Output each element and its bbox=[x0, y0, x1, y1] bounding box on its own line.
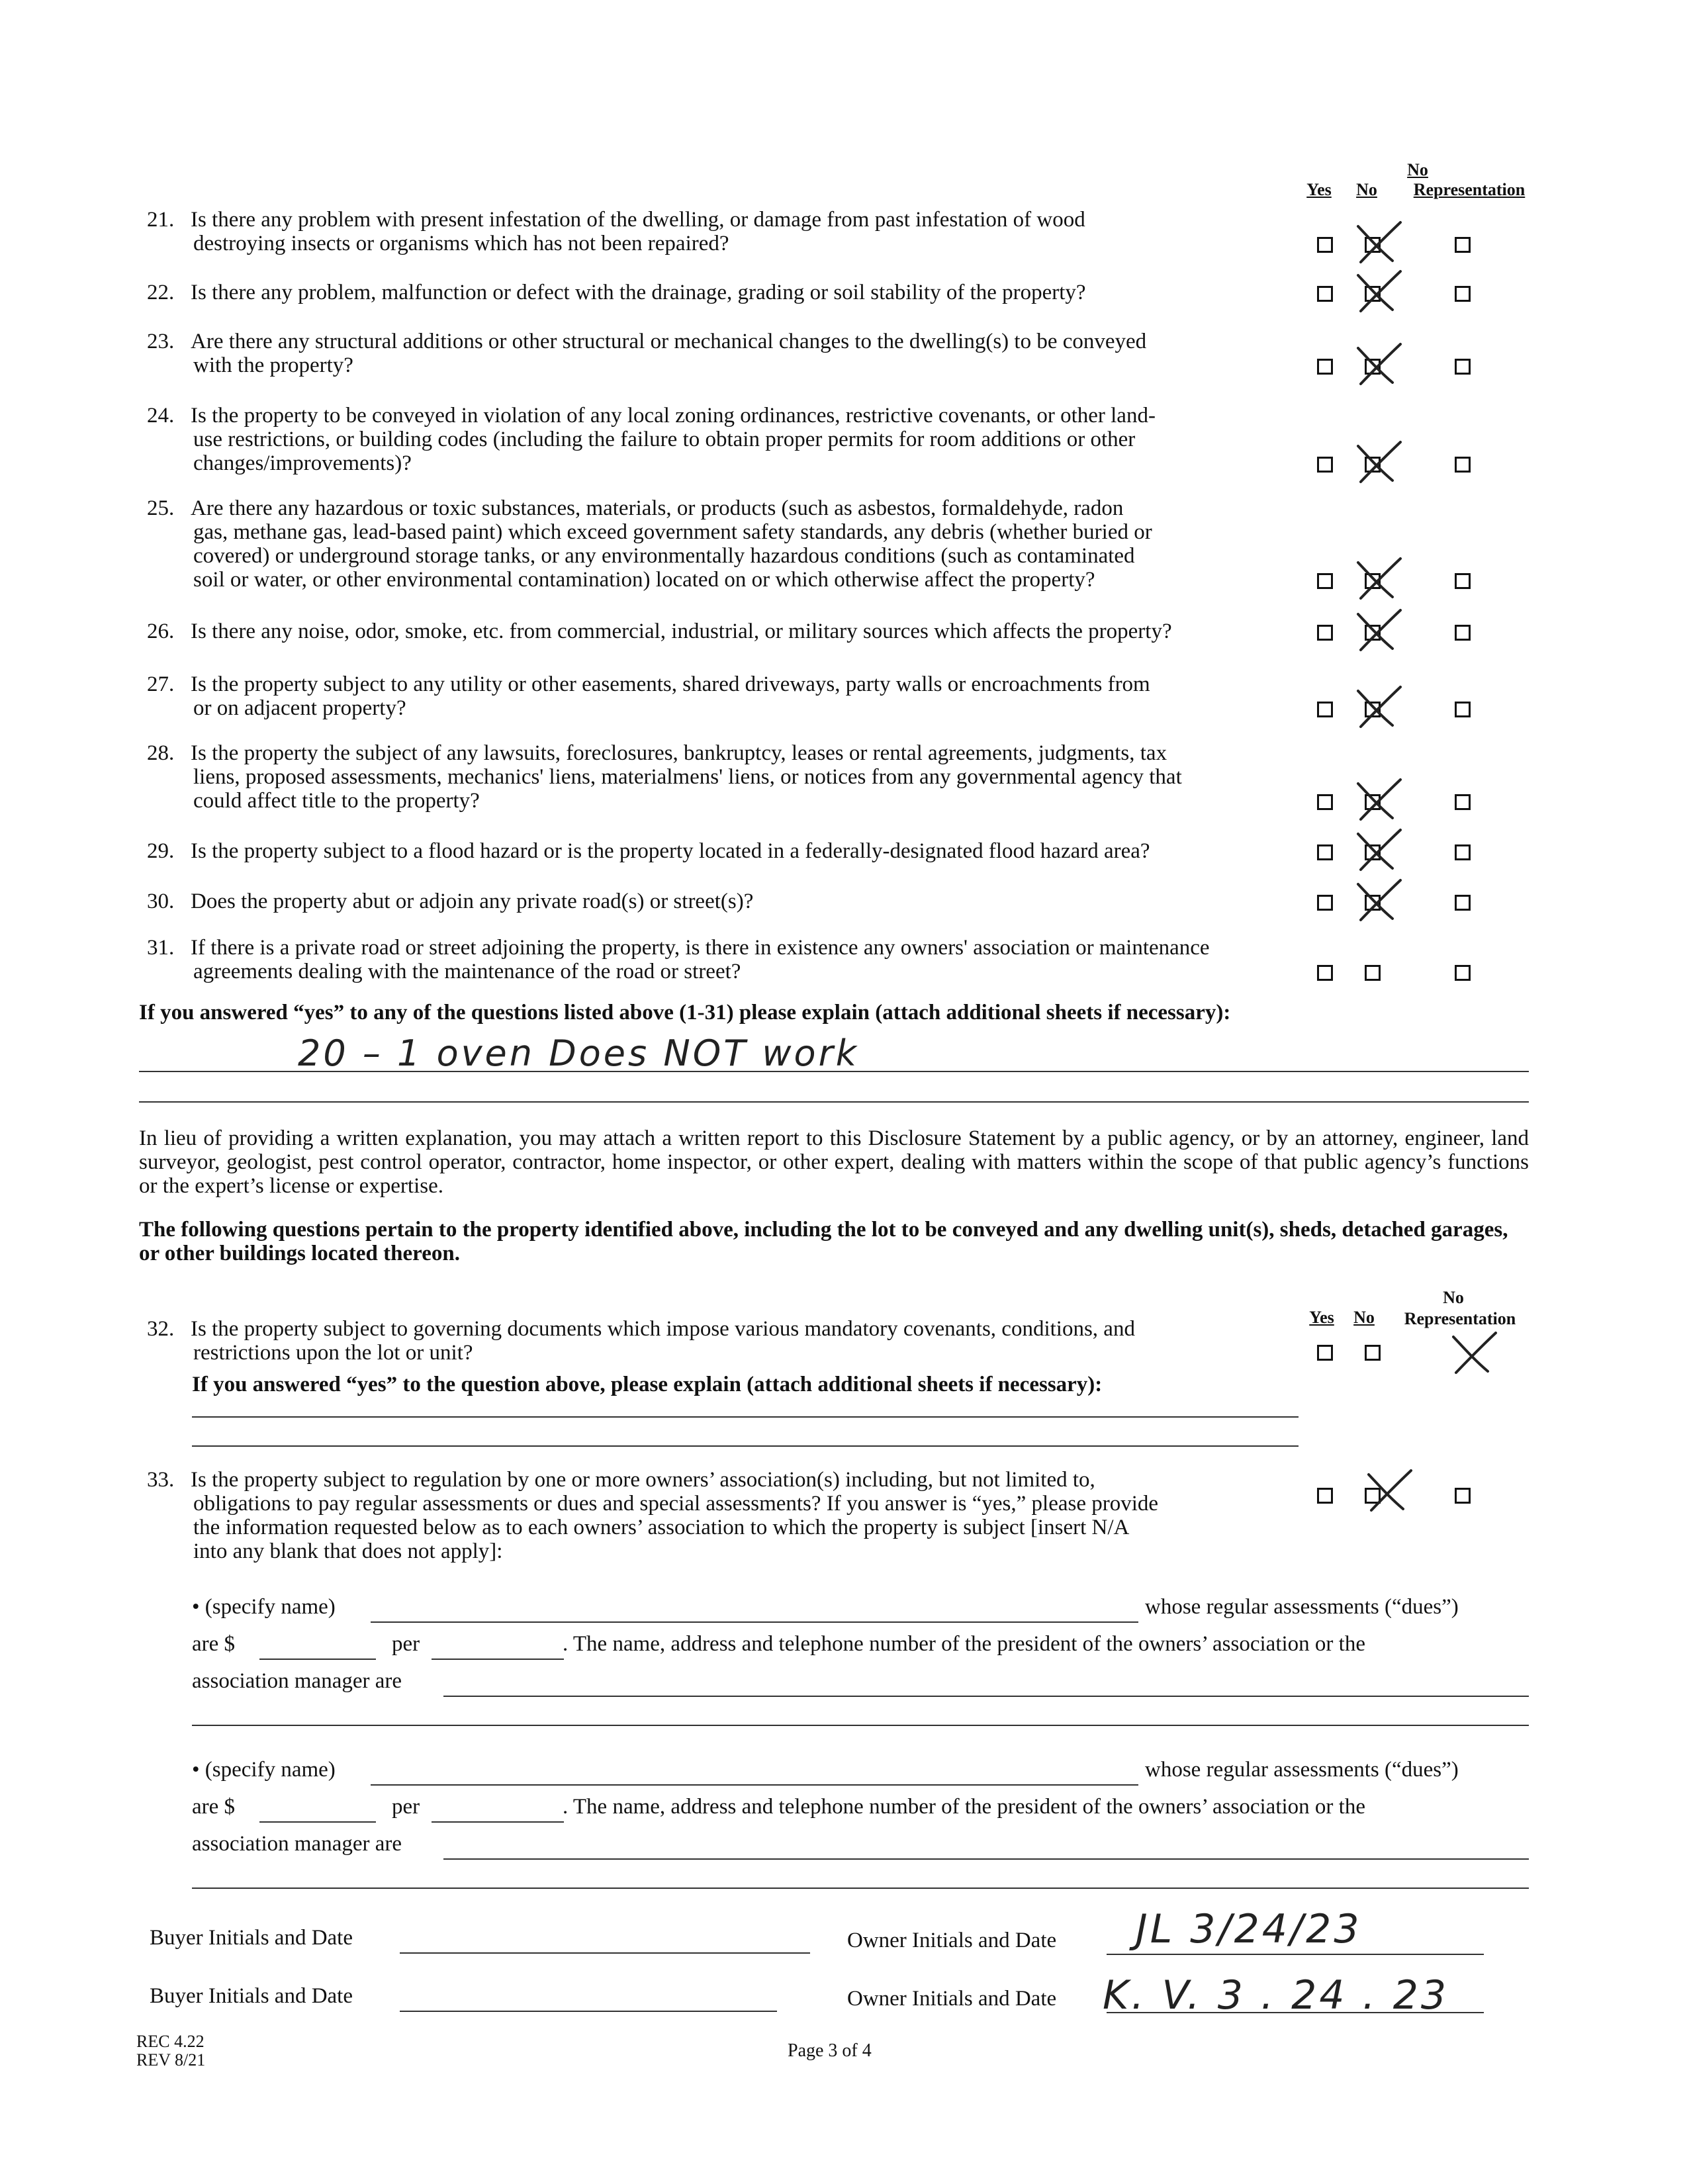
assoc-1-specify-label: • (specify name) bbox=[192, 1595, 336, 1619]
owner-initials-2-label: Owner Initials and Date bbox=[847, 1987, 1057, 2011]
q32-explain-label: If you answered “yes” to the question above, please explain (attach additional sheets if necessary): bbox=[192, 1373, 1103, 1396]
question-line: covered) or underground storage tanks, or any environmentally hazardous conditions (such as contaminated bbox=[193, 544, 1135, 568]
buyer-initials-2-label: Buyer Initials and Date bbox=[150, 1984, 353, 2008]
q32-explain-line-2 bbox=[192, 1445, 1299, 1447]
question-line: into any blank that does not apply]: bbox=[193, 1539, 503, 1563]
question-line: Is there any problem, malfunction or defect with the drainage, grading or soil stability of the property? bbox=[191, 281, 1086, 304]
assoc-2-are-label: are $ bbox=[192, 1795, 236, 1819]
question-line: use restrictions, or building codes (including the failure to obtain proper permits for room additions or other bbox=[193, 428, 1136, 451]
q23-no-representation-checkbox[interactable] bbox=[1455, 359, 1471, 375]
page-number: Page 3 of 4 bbox=[788, 2040, 872, 2061]
question-number: 32. bbox=[147, 1317, 175, 1341]
question-line: soil or water, or other environmental contamination) located on or which otherwise affect the property? bbox=[193, 568, 1095, 592]
q30-no-checkmark bbox=[1353, 878, 1406, 924]
assoc-1-name-field bbox=[371, 1621, 1138, 1623]
assoc-1-manager-field-1 bbox=[443, 1696, 1529, 1697]
q21-no-checkmark bbox=[1353, 220, 1406, 266]
q25-yes-checkbox[interactable] bbox=[1317, 573, 1333, 589]
question-number: 22. bbox=[147, 281, 175, 304]
owner-initials-1-label: Owner Initials and Date bbox=[847, 1929, 1057, 1952]
q32-no-checkbox[interactable] bbox=[1365, 1345, 1381, 1361]
q21-yes-checkbox[interactable] bbox=[1317, 237, 1333, 253]
q33-no-representation-checkbox[interactable] bbox=[1455, 1488, 1471, 1504]
assoc-2-name-field bbox=[371, 1784, 1138, 1786]
q22-no-checkmark bbox=[1353, 269, 1406, 315]
question-line: Are there any hazardous or toxic substances, materials, or products (such as asbestos, formaldehyde, radon bbox=[191, 496, 1124, 520]
question-number: 25. bbox=[147, 496, 175, 520]
question-number: 21. bbox=[147, 208, 175, 232]
explain-1-31-label: If you answered “yes” to any of the questions listed above (1-31) please explain (attach additional sheets if necessary): bbox=[139, 1001, 1231, 1024]
q31-no-representation-checkbox[interactable] bbox=[1455, 965, 1471, 981]
buyer-initials-1-label: Buyer Initials and Date bbox=[150, 1926, 353, 1950]
assoc-2-name-address-label: . The name, address and telephone number of the president of the owners’ association or the bbox=[563, 1795, 1365, 1819]
following-questions-paragraph: The following questions pertain to the property identified above, including the lot to be conveyed and any dwelling unit(s), sheds, detached garages, or other buildings located thereon. bbox=[139, 1218, 1508, 1265]
explain-1-31-handwritten: 20 – 1 oven Does NOT work bbox=[298, 1032, 860, 1074]
explain-line-1 bbox=[139, 1071, 1529, 1072]
owner-initials-1-handwritten: JL 3/24/23 bbox=[1136, 1906, 1362, 1952]
form-revision: REV 8/21 bbox=[136, 2050, 206, 2070]
assoc-2-per-label: per bbox=[392, 1795, 420, 1819]
q29-yes-checkbox[interactable] bbox=[1317, 844, 1333, 860]
owner-initials-1-field bbox=[1107, 1954, 1484, 1955]
in-lieu-paragraph: In lieu of providing a written explanation, you may attach a written report to this Disclosure Statement by a public agency, or by an attorney, engineer, land surveyor, geologist, pest control operator, contractor, home inspector, or other expert, dealing with matters within the scope of that public agency’s functions or the expert’s license or expertise. bbox=[139, 1126, 1529, 1198]
question-line: liens, proposed assessments, mechanics' liens, materialmens' liens, or notices from any governmental agency that bbox=[193, 765, 1182, 789]
question-line: Is there any noise, odor, smoke, etc. from commercial, industrial, or military sources which affects the property? bbox=[191, 619, 1172, 643]
assoc-1-are-label: are $ bbox=[192, 1632, 236, 1656]
q21-no-representation-checkbox[interactable] bbox=[1455, 237, 1471, 253]
owner-initials-2-handwritten: K. V. 3 . 24 . 23 bbox=[1103, 1972, 1449, 2019]
q29-no-checkmark bbox=[1353, 827, 1406, 874]
q24-yes-checkbox[interactable] bbox=[1317, 457, 1333, 473]
q31-yes-checkbox[interactable] bbox=[1317, 965, 1333, 981]
q22-yes-checkbox[interactable] bbox=[1317, 286, 1333, 302]
question-number: 26. bbox=[147, 619, 175, 643]
q23-yes-checkbox[interactable] bbox=[1317, 359, 1333, 375]
assoc-2-whose-label: whose regular assessments (“dues”) bbox=[1145, 1758, 1459, 1782]
question-line: could affect title to the property? bbox=[193, 789, 480, 813]
question-line: Is the property subject to regulation by one or more owners’ association(s) including, but not limited to, bbox=[191, 1468, 1095, 1492]
question-number: 27. bbox=[147, 672, 175, 696]
question-line: agreements dealing with the maintenance of the road or street? bbox=[193, 960, 741, 983]
q26-no-representation-checkbox[interactable] bbox=[1455, 625, 1471, 641]
no-rep-header-q32-line2: Representation bbox=[1404, 1309, 1516, 1328]
question-line: Is the property subject to any utility or other easements, shared driveways, party walls or encroachments from bbox=[191, 672, 1150, 696]
question-number: 28. bbox=[147, 741, 175, 765]
question-line: the information requested below as to each owners’ association to which the property is subject [insert N/A bbox=[193, 1516, 1130, 1539]
q24-no-checkmark bbox=[1353, 439, 1406, 486]
no-rep-header-line2: Representation bbox=[1413, 180, 1526, 199]
question-line: obligations to pay regular assessments or dues and special assessments? If you answer is “yes,” please provide bbox=[193, 1492, 1159, 1516]
q30-yes-checkbox[interactable] bbox=[1317, 895, 1333, 911]
q32-yes-checkbox[interactable] bbox=[1317, 1345, 1333, 1361]
q25-no-representation-checkbox[interactable] bbox=[1455, 573, 1471, 589]
assoc-1-name-address-label: . The name, address and telephone number of the president of the owners’ association or the bbox=[563, 1632, 1365, 1656]
question-number: 30. bbox=[147, 889, 175, 913]
question-line: or on adjacent property? bbox=[193, 696, 406, 720]
question-line: Is the property subject to governing documents which impose various mandatory covenants, conditions, and bbox=[191, 1317, 1135, 1341]
question-line: Is the property the subject of any lawsuits, foreclosures, bankruptcy, leases or rental agreements, judgments, tax bbox=[191, 741, 1167, 765]
assoc-1-manager-label: association manager are bbox=[192, 1669, 402, 1693]
question-line: Is there any problem with present infestation of the dwelling, or damage from past infestation of wood bbox=[191, 208, 1085, 232]
assoc-2-manager-field-1 bbox=[443, 1858, 1529, 1860]
q27-yes-checkbox[interactable] bbox=[1317, 702, 1333, 717]
question-number: 23. bbox=[147, 330, 175, 353]
q28-no-checkmark bbox=[1353, 777, 1406, 823]
q27-no-checkmark bbox=[1353, 684, 1406, 731]
no-rep-header-line1: No bbox=[1407, 160, 1428, 179]
q25-no-checkmark bbox=[1353, 556, 1406, 602]
yes-header: Yes bbox=[1306, 180, 1332, 199]
no-header-q32: No bbox=[1353, 1308, 1375, 1327]
q28-no-representation-checkbox[interactable] bbox=[1455, 794, 1471, 810]
question-line: destroying insects or organisms which has not been repaired? bbox=[193, 232, 729, 255]
buyer-initials-2-field bbox=[400, 2011, 777, 2012]
q33-yes-checkbox[interactable] bbox=[1317, 1488, 1333, 1504]
question-line: Are there any structural additions or other structural or mechanical changes to the dwelling(s) to be conveyed bbox=[191, 330, 1147, 353]
question-line: Is the property subject to a flood hazard or is the property located in a federally-designated flood hazard area? bbox=[191, 839, 1150, 863]
yes-header-q32: Yes bbox=[1309, 1308, 1334, 1327]
assoc-1-amount-field bbox=[259, 1659, 376, 1660]
no-rep-header-q32-line1: No bbox=[1443, 1288, 1464, 1307]
question-line: Does the property abut or adjoin any private road(s) or street(s)? bbox=[191, 889, 754, 913]
assoc-1-period-field bbox=[432, 1659, 564, 1660]
question-line: restrictions upon the lot or unit? bbox=[193, 1341, 473, 1365]
question-number: 31. bbox=[147, 936, 175, 960]
q26-no-checkmark bbox=[1353, 608, 1406, 654]
assoc-2-period-field bbox=[432, 1821, 564, 1823]
question-line: If there is a private road or street adjoining the property, is there in existence any owners' association or maintenance bbox=[191, 936, 1210, 960]
q32-explain-line-1 bbox=[192, 1416, 1299, 1418]
assoc-2-manager-label: association manager are bbox=[192, 1832, 402, 1856]
q27-no-representation-checkbox[interactable] bbox=[1455, 702, 1471, 717]
question-number: 33. bbox=[147, 1468, 175, 1492]
assoc-2-specify-label: • (specify name) bbox=[192, 1758, 336, 1782]
assoc-2-manager-field-2 bbox=[192, 1888, 1529, 1889]
question-line: with the property? bbox=[193, 353, 353, 377]
assoc-1-per-label: per bbox=[392, 1632, 420, 1656]
buyer-initials-1-field bbox=[400, 1952, 810, 1954]
question-number: 29. bbox=[147, 839, 175, 863]
q28-yes-checkbox[interactable] bbox=[1317, 794, 1333, 810]
question-line: Is the property to be conveyed in violation of any local zoning ordinances, restrictive covenants, or other land- bbox=[191, 404, 1156, 428]
q24-no-representation-checkbox[interactable] bbox=[1455, 457, 1471, 473]
q33-no-checkmark bbox=[1363, 1468, 1416, 1514]
assoc-1-whose-label: whose regular assessments (“dues”) bbox=[1145, 1595, 1459, 1619]
no-header: No bbox=[1356, 180, 1377, 199]
explain-line-2 bbox=[139, 1101, 1529, 1103]
assoc-2-amount-field bbox=[259, 1821, 376, 1823]
question-number: 24. bbox=[147, 404, 175, 428]
q29-no-representation-checkbox[interactable] bbox=[1455, 844, 1471, 860]
q22-no-representation-checkbox[interactable] bbox=[1455, 286, 1471, 302]
question-line: gas, methane gas, lead-based paint) which exceed government safety standards, any debris (whether buried or bbox=[193, 520, 1152, 544]
form-number: REC 4.22 bbox=[136, 2032, 205, 2051]
assoc-1-manager-field-2 bbox=[192, 1725, 1529, 1726]
q30-no-representation-checkbox[interactable] bbox=[1455, 895, 1471, 911]
q32-no-representation-checkmark bbox=[1448, 1330, 1501, 1377]
question-line: changes/improvements)? bbox=[193, 451, 412, 475]
q26-yes-checkbox[interactable] bbox=[1317, 625, 1333, 641]
q31-no-checkbox[interactable] bbox=[1365, 965, 1381, 981]
q23-no-checkmark bbox=[1353, 341, 1406, 388]
